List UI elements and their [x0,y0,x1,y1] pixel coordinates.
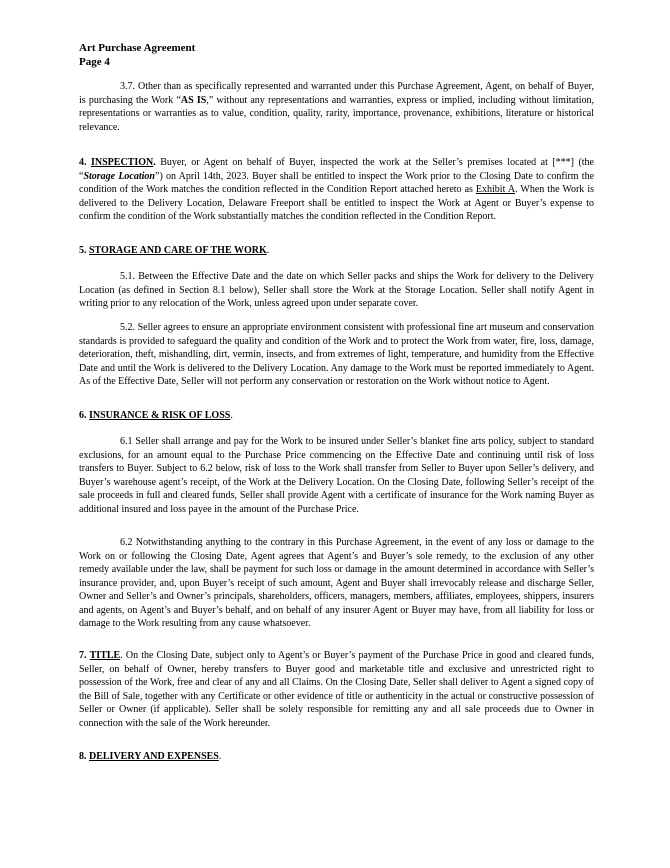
page-number: Page 4 [79,56,110,68]
section-8-heading: 8. DELIVERY AND EXPENSES. [79,751,222,762]
section-heading: STORAGE AND CARE OF THE WORK [89,245,267,256]
paragraph-5-1: 5.1. Between the Effective Date and the date on which Seller packs and ships the Work for delivery to the Delivery Location (as defined in Section 8.1 below), Seller shall store the Work at the Storage Location. Seller shall notify Agent in writing prior to any relocation of the Work, unless agreed upon under separate cover. [79,271,594,309]
paragraph-3-7: 3.7. Other than as specifically represented and warranted under this Purchase Agreement, Agent, on behalf of Buyer, is purchasing the Work “AS IS,” without any representations and warranties, express or implied, including without limitation, representations or warranties as to value, condition, quality, rarity, importance, provenance, exhibitions, literature or historical relevance. [79,81,594,133]
defined-term: Storage Location [83,170,155,182]
paragraph-6-2: 6.2 Notwithstanding anything to the contrary in this Purchase Agreement, in the event of any loss or damage to the Work on or following the Closing Date, Agent agrees that Agent’s and Buyer’s sole remedy, to the exclusion of any other remedy available under the law, shall be payment for such loss or damage in the amount determined in accordance with Seller’s insurance provider, and, upon Buyer’s receipt of such amount, Agent and Buyer shall irrevocably release and discharge Seller, Owner and Seller’s and Owner’s principals, shareholders, officers, managers, members, affiliates, employees, shippers, insurers and agents, on Agent’s and Buyer’s behalf, and on behalf of any insurer Agent or Buyer may have, from all liability for loss or damage to the Work resulting from any cause whatsoever. [79,537,594,629]
section-heading: INSPECTION [90,157,154,168]
paragraph-6-1: 6.1 Seller shall arrange and pay for the Work to be insured under Seller’s blanket fine arts policy, subject to standard exclusions, for an amount equal to the Purchase Price commencing on the Effective Date and continuing until risk of loss transfers to Buyer. Subject to 6.2 below, risk of loss to the Work shall transfer from Seller to Buyer upon Seller’s delivery, and Buyer’s warehouse agent’s receipt, of the Work at the Delivery Location. On the Closing Date, following Seller’s receipt of the sale proceeds in full and cleared funds, Seller shall provide Agent with a certificate of insurance for the Work naming Buyer as additional insured and loss payee in the amount of the Purchase Price. [79,436,594,515]
section-heading: DELIVERY AND EXPENSES [89,751,219,762]
section-4-inspection: 4. INSPECTION. Buyer, or Agent on behalf of Buyer, inspected the work at the Seller’s premises located at [***] (the “Storage Location”) on April 14th, 2023. Buyer shall be entitled to inspect the Work prior to the Closing Date to confirm the condition of the Work matches the condition reflected in the Condition Report attached hereto as Exhibit A. When the Work is delivered to the Delivery Location, Delaware Freeport shall be entitled to inspect the Work at Agent or Buyer’s expense to confirm the condition of the Work substantially matches the condition reflected in the Condition Report. [79,157,595,222]
section-5-heading: 5. STORAGE AND CARE OF THE WORK. [79,245,270,256]
page-header [79,41,195,69]
paragraph-5-2: 5.2. Seller agrees to ensure an appropriate environment consistent with professional fine art museum and conservation standards is provided to safeguard the quality and condition of the Work and to protect the Work from water, fire, loss, damage, deterioration, theft, mishandling, dirt, vermin, insects, and from extremes of light, temperature, and humidity from the Effective Date and until the Work is delivered to the Delivery Location. Any damage to the Work must be reported immediately to Agent. As of the Effective Date, Seller will not perform any conservation or restoration on the Work without notice to Agent. [79,322,594,387]
exhibit-reference: Exhibit A [475,184,516,195]
section-heading: TITLE [89,650,121,661]
document-title: Art Purchase Agreement [79,42,196,54]
section-7-title: 7. TITLE. On the Closing Date, subject only to Agent’s or Buyer’s payment of the Purchase Price in good and cleared funds, Seller, on behalf of Owner, hereby transfers to Buyer good and marketable title and exclusive and unrestricted right to possession of the Work, free and clear of any and all Claims. On the Closing Date, Seller shall deliver to Agent a signed copy of the Bill of Sale, together with any Certificate or other evidence of title or authenticity in the actual or constructive possession of Seller or Owner (if applicable). Seller shall be solely responsible for remitting any and all sale proceeds due to Owner in connection with the sale of the Work hereunder. [79,650,595,729]
as-is-term: AS IS [180,94,207,106]
section-6-heading: 6. INSURANCE & RISK OF LOSS. [79,410,233,421]
section-heading: INSURANCE & RISK OF LOSS [89,410,231,421]
